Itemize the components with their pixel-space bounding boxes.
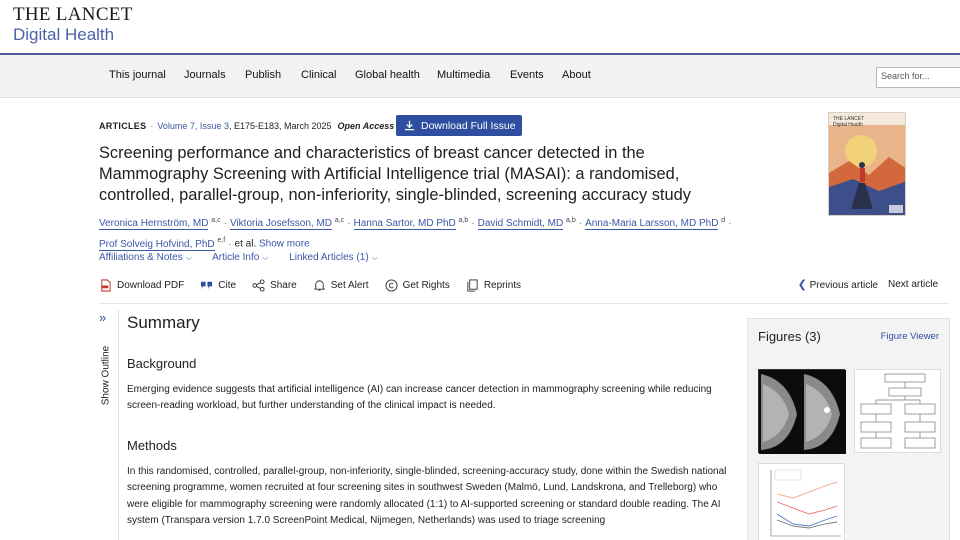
article-meta: ARTICLES · Volume 7, Issue 3, E175-E183, March 2025 Open Access <box>99 121 395 131</box>
author-link[interactable]: Hanna Sartor, MD PhD <box>353 218 456 230</box>
outline-toggle[interactable] <box>99 310 117 540</box>
author-link[interactable]: Anna-Maria Larsson, MD PhD <box>585 218 719 230</box>
chevron-down-icon: ⌵ <box>262 253 269 262</box>
previous-article-link[interactable]: ❮ Previous article <box>797 279 878 291</box>
bell-icon <box>313 279 326 292</box>
share-icon <box>252 279 265 292</box>
cite-label: Cite <box>218 279 237 291</box>
author-affiliation: a,c <box>334 217 345 224</box>
figure-thumbnail-flowchart[interactable] <box>854 369 941 453</box>
journal-logo[interactable] <box>13 5 133 45</box>
pdf-icon <box>99 279 112 292</box>
chevron-down-icon: ⌵ <box>371 253 378 262</box>
open-access-label: Open Access <box>337 121 395 131</box>
chevron-left-icon: ❮ <box>797 279 807 291</box>
figure-viewer-link[interactable]: Figure Viewer <box>880 331 939 342</box>
author-link[interactable]: David Schmidt, MD <box>477 218 564 230</box>
mammogram-image <box>759 370 846 454</box>
figure-thumbnail-mammogram[interactable] <box>758 369 845 453</box>
figures-panel <box>747 318 950 540</box>
download-pdf-button[interactable] <box>99 279 184 292</box>
quote-icon <box>200 279 213 292</box>
download-pdf-label: Download PDF <box>117 279 185 291</box>
article-links <box>99 252 396 263</box>
download-icon <box>404 120 415 131</box>
reprints-icon <box>466 279 479 292</box>
methods-heading: Methods <box>127 437 177 453</box>
author-list: Veronica Hernström, MD $^{a,c}$ · Viktoria Josefsson, MD $^{a,c}$ · Hanna Sartor, MD PhD $^{a,b}$ · David Schmidt, MD $^{a,b}$ · Anna-Maria Larsson, MD PhD $^d$ · Prof Solveig Hofvind, PhD $^{e,f}$ · et al. Show more <box>99 217 732 250</box>
set-alert-button[interactable] <box>313 279 369 292</box>
cite-button[interactable] <box>200 279 236 292</box>
author-link[interactable]: Prof Solveig Hofvind, PhD <box>99 238 215 250</box>
background-text: Emerging evidence suggests that artificial intelligence (AI) can increase cancer detection in mammography screening while reducing screen-reading workload, but further understanding of the clinical impact is needed. <box>127 384 712 412</box>
nav-about[interactable]: About <box>562 69 591 81</box>
nav-journals[interactable]: Journals <box>184 69 226 81</box>
get-rights-button[interactable] <box>385 279 450 292</box>
affiliations-toggle[interactable]: Affiliations & Notes ⌵ <box>99 252 192 263</box>
share-label: Share <box>270 279 297 291</box>
line-chart-image <box>759 464 846 540</box>
next-article-link[interactable]: Next article <box>887 279 938 290</box>
share-button[interactable] <box>252 279 297 292</box>
nav-events[interactable]: Events <box>510 69 544 81</box>
author-affiliation: d <box>721 217 726 224</box>
author-affiliation: a,b <box>565 217 576 224</box>
article-toolbar <box>99 277 537 293</box>
outline-rule <box>118 310 119 540</box>
download-full-issue-button[interactable] <box>396 115 522 136</box>
nav-publish[interactable]: Publish <box>245 69 282 81</box>
get-rights-label: Get Rights <box>402 279 450 291</box>
summary-heading: Summary <box>127 313 200 332</box>
author-affiliation: a,c <box>211 217 221 224</box>
show-outline-label: Show Outline <box>100 345 112 406</box>
double-chevron-right-icon: » <box>99 310 107 325</box>
article-category: ARTICLES <box>99 121 147 131</box>
copyright-icon <box>385 279 398 292</box>
author-link[interactable]: Viktoria Josefsson, MD <box>229 218 333 230</box>
background-heading: Background <box>127 356 197 371</box>
journal-cover-image[interactable] <box>828 112 906 216</box>
article-pagination <box>798 278 938 291</box>
nav-clinical[interactable]: Clinical <box>301 69 337 81</box>
chevron-down-icon: ⌵ <box>185 253 192 262</box>
volume-link[interactable]: Volume 7, Issue 3 <box>157 121 229 131</box>
author-affiliation: e,f <box>217 237 226 245</box>
main-nav <box>0 55 960 98</box>
figures-heading: Figures (3) <box>758 329 821 344</box>
article-pages: E175-E183, March 2025 <box>233 121 332 131</box>
figure-thumbnail-line-chart[interactable] <box>758 463 845 540</box>
et-al: et al. <box>234 238 257 250</box>
reprints-button[interactable] <box>466 279 521 292</box>
nav-this-journal[interactable]: This journal <box>109 69 166 81</box>
abstract-summary <box>127 313 737 540</box>
author-link[interactable]: Veronica Hernström, MD <box>99 218 209 230</box>
nav-multimedia[interactable]: Multimedia <box>437 69 491 81</box>
download-full-issue-label: Download Full Issue <box>421 119 516 132</box>
logo-line-2: Digital Health <box>13 25 115 44</box>
flowchart-image <box>855 370 942 454</box>
cover-title: THE LANCET Digital Health <box>833 116 865 128</box>
search-input[interactable]: Search for... <box>876 67 960 88</box>
article-title: Screening performance and characteristics of breast cancer detected in the Mammography Screening with Artificial Intelligence trial (MASAI): a randomised, controlled, parallel-group, non-inferiority, single-blinded, screening accuracy study <box>99 144 691 204</box>
reprints-label: Reprints <box>483 279 522 291</box>
section-divider <box>99 303 949 304</box>
cover-illustration <box>829 113 906 216</box>
author-affiliation: a,b <box>458 217 469 224</box>
methods-text: In this randomised, controlled, parallel-group, non-inferiority, single-blinded, screening-accuracy study, done within the Swedish national screening programme, women recruited at four screening sites in southwest Sweden (Malmö, Lund, Landskrona, and Trelleborg) who were eligible for mammography screening were randomly allocated (1:1) to AI-supported screening or standard double reading. The AI system (Transpara version 1.7.0 ScreenPoint Medical, Nijmegen, Netherlands) was used to triage screening <box>127 465 727 527</box>
article-info-toggle[interactable]: Article Info ⌵ <box>212 252 269 263</box>
nav-global-health[interactable]: Global health <box>355 69 420 81</box>
show-more-authors-link[interactable]: Show more <box>259 238 310 250</box>
linked-articles-toggle[interactable]: Linked Articles (1) ⌵ <box>289 252 378 263</box>
logo-line-1: THE LANCET <box>13 4 133 25</box>
set-alert-label: Set Alert <box>330 279 369 291</box>
